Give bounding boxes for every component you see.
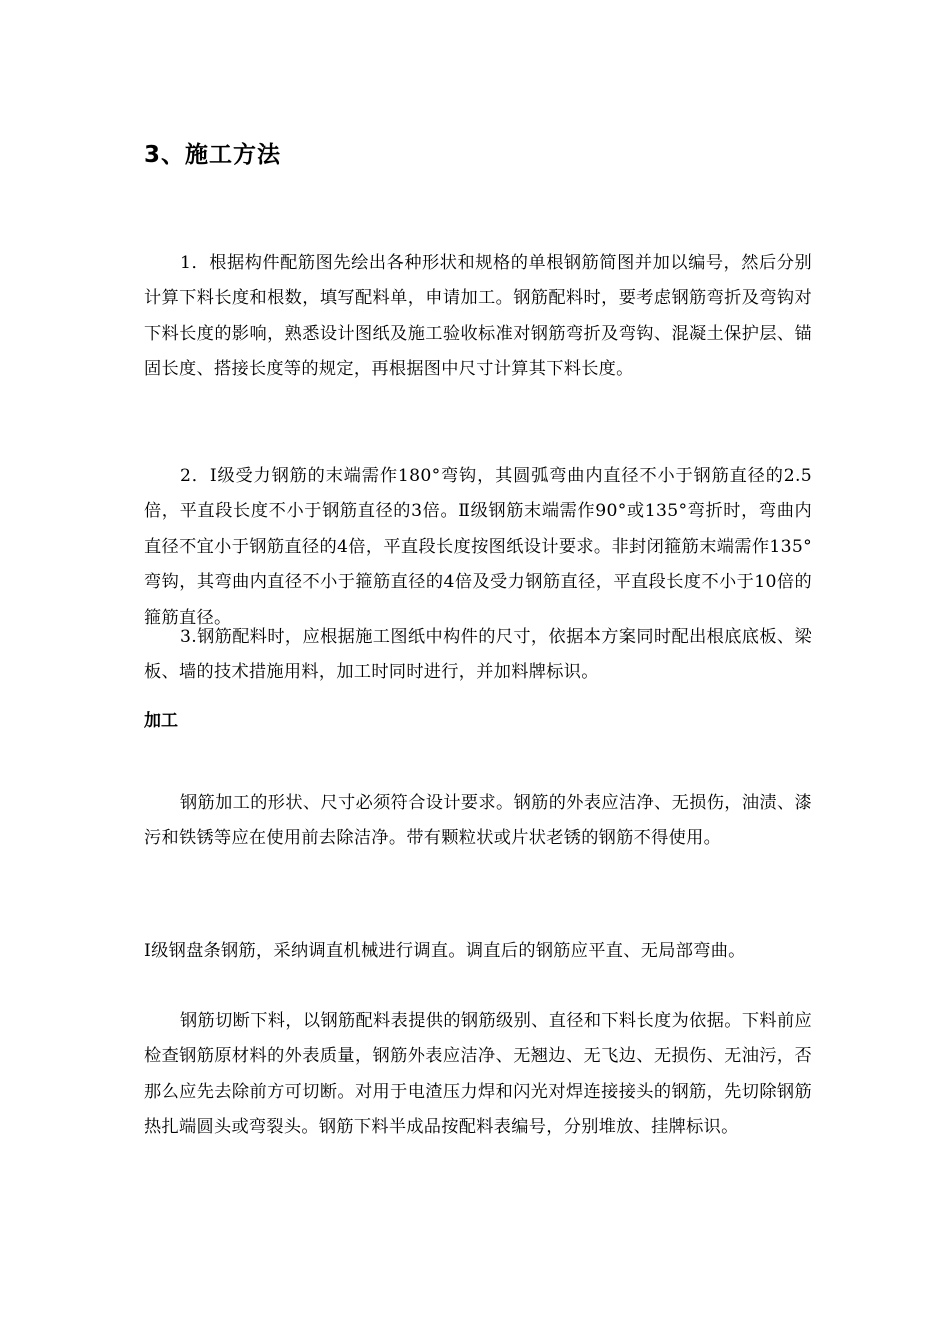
paragraph-1: 1．根据构件配筋图先绘出各种形状和规格的单根钢筋简图并加以编号，然后分别计算下料长度和根数，填写配料单，申请加工。钢筋配料时，要考虑钢筋弯折及弯钩对下料长度的影响，熟悉设计图纸及施工验收标准对钢筋弯折及弯钩、混凝土保护层、锚固长度、搭接长度等的规定，再根据图中尺寸计算其下料长度。: [144, 253, 812, 380]
processing-paragraph-1: 钢筋加工的形状、尺寸必须符合设计要求。钢筋的外表应洁净、无损伤，油渍、漆污和铁锈等应在使用前去除洁净。带有颗粒状或片状老锈的钢筋不得使用。: [144, 793, 812, 849]
subsection-title: 加工: [144, 711, 178, 731]
processing-paragraph-2: Ⅰ级钢盘条钢筋，采纳调直机械进行调直。调直后的钢筋应平直、无局部弯曲。: [144, 941, 746, 961]
paragraph-3: 3.钢筋配料时，应根据施工图纸中构件的尺寸，依据本方案同时配出根底底板、梁板、墙的技术措施用料，加工时同时进行，并加料牌标识。: [144, 627, 812, 683]
paragraph-2: 2．Ⅰ级受力钢筋的末端需作180°弯钩，其圆弧弯曲内直径不小于钢筋直径的2.5倍，平直段长度不小于钢筋直径的3倍。Ⅱ级钢筋末端需作90°或135°弯折时，弯曲内直径不宜小于钢筋直径的4倍，平直段长度按图纸设计要求。非封闭箍筋末端需作135°弯钩，其弯曲内直径不小于箍筋直径的4倍及受力钢筋直径，平直段长度不小于10倍的箍筋直径。: [144, 466, 812, 628]
processing-paragraph-3: 钢筋切断下料，以钢筋配料表提供的钢筋级别、直径和下料长度为依据。下料前应检查钢筋原材料的外表质量，钢筋外表应洁净、无翘边、无飞边、无损伤、无油污，否那么应先去除前方可切断。对用于电渣压力焊和闪光对焊连接接头的钢筋，先切除钢筋热扎端圆头或弯裂头。钢筋下料半成品按配料表编号，分别堆放、挂牌标识。: [144, 1011, 812, 1138]
section-title: 3、施工方法: [144, 142, 282, 168]
